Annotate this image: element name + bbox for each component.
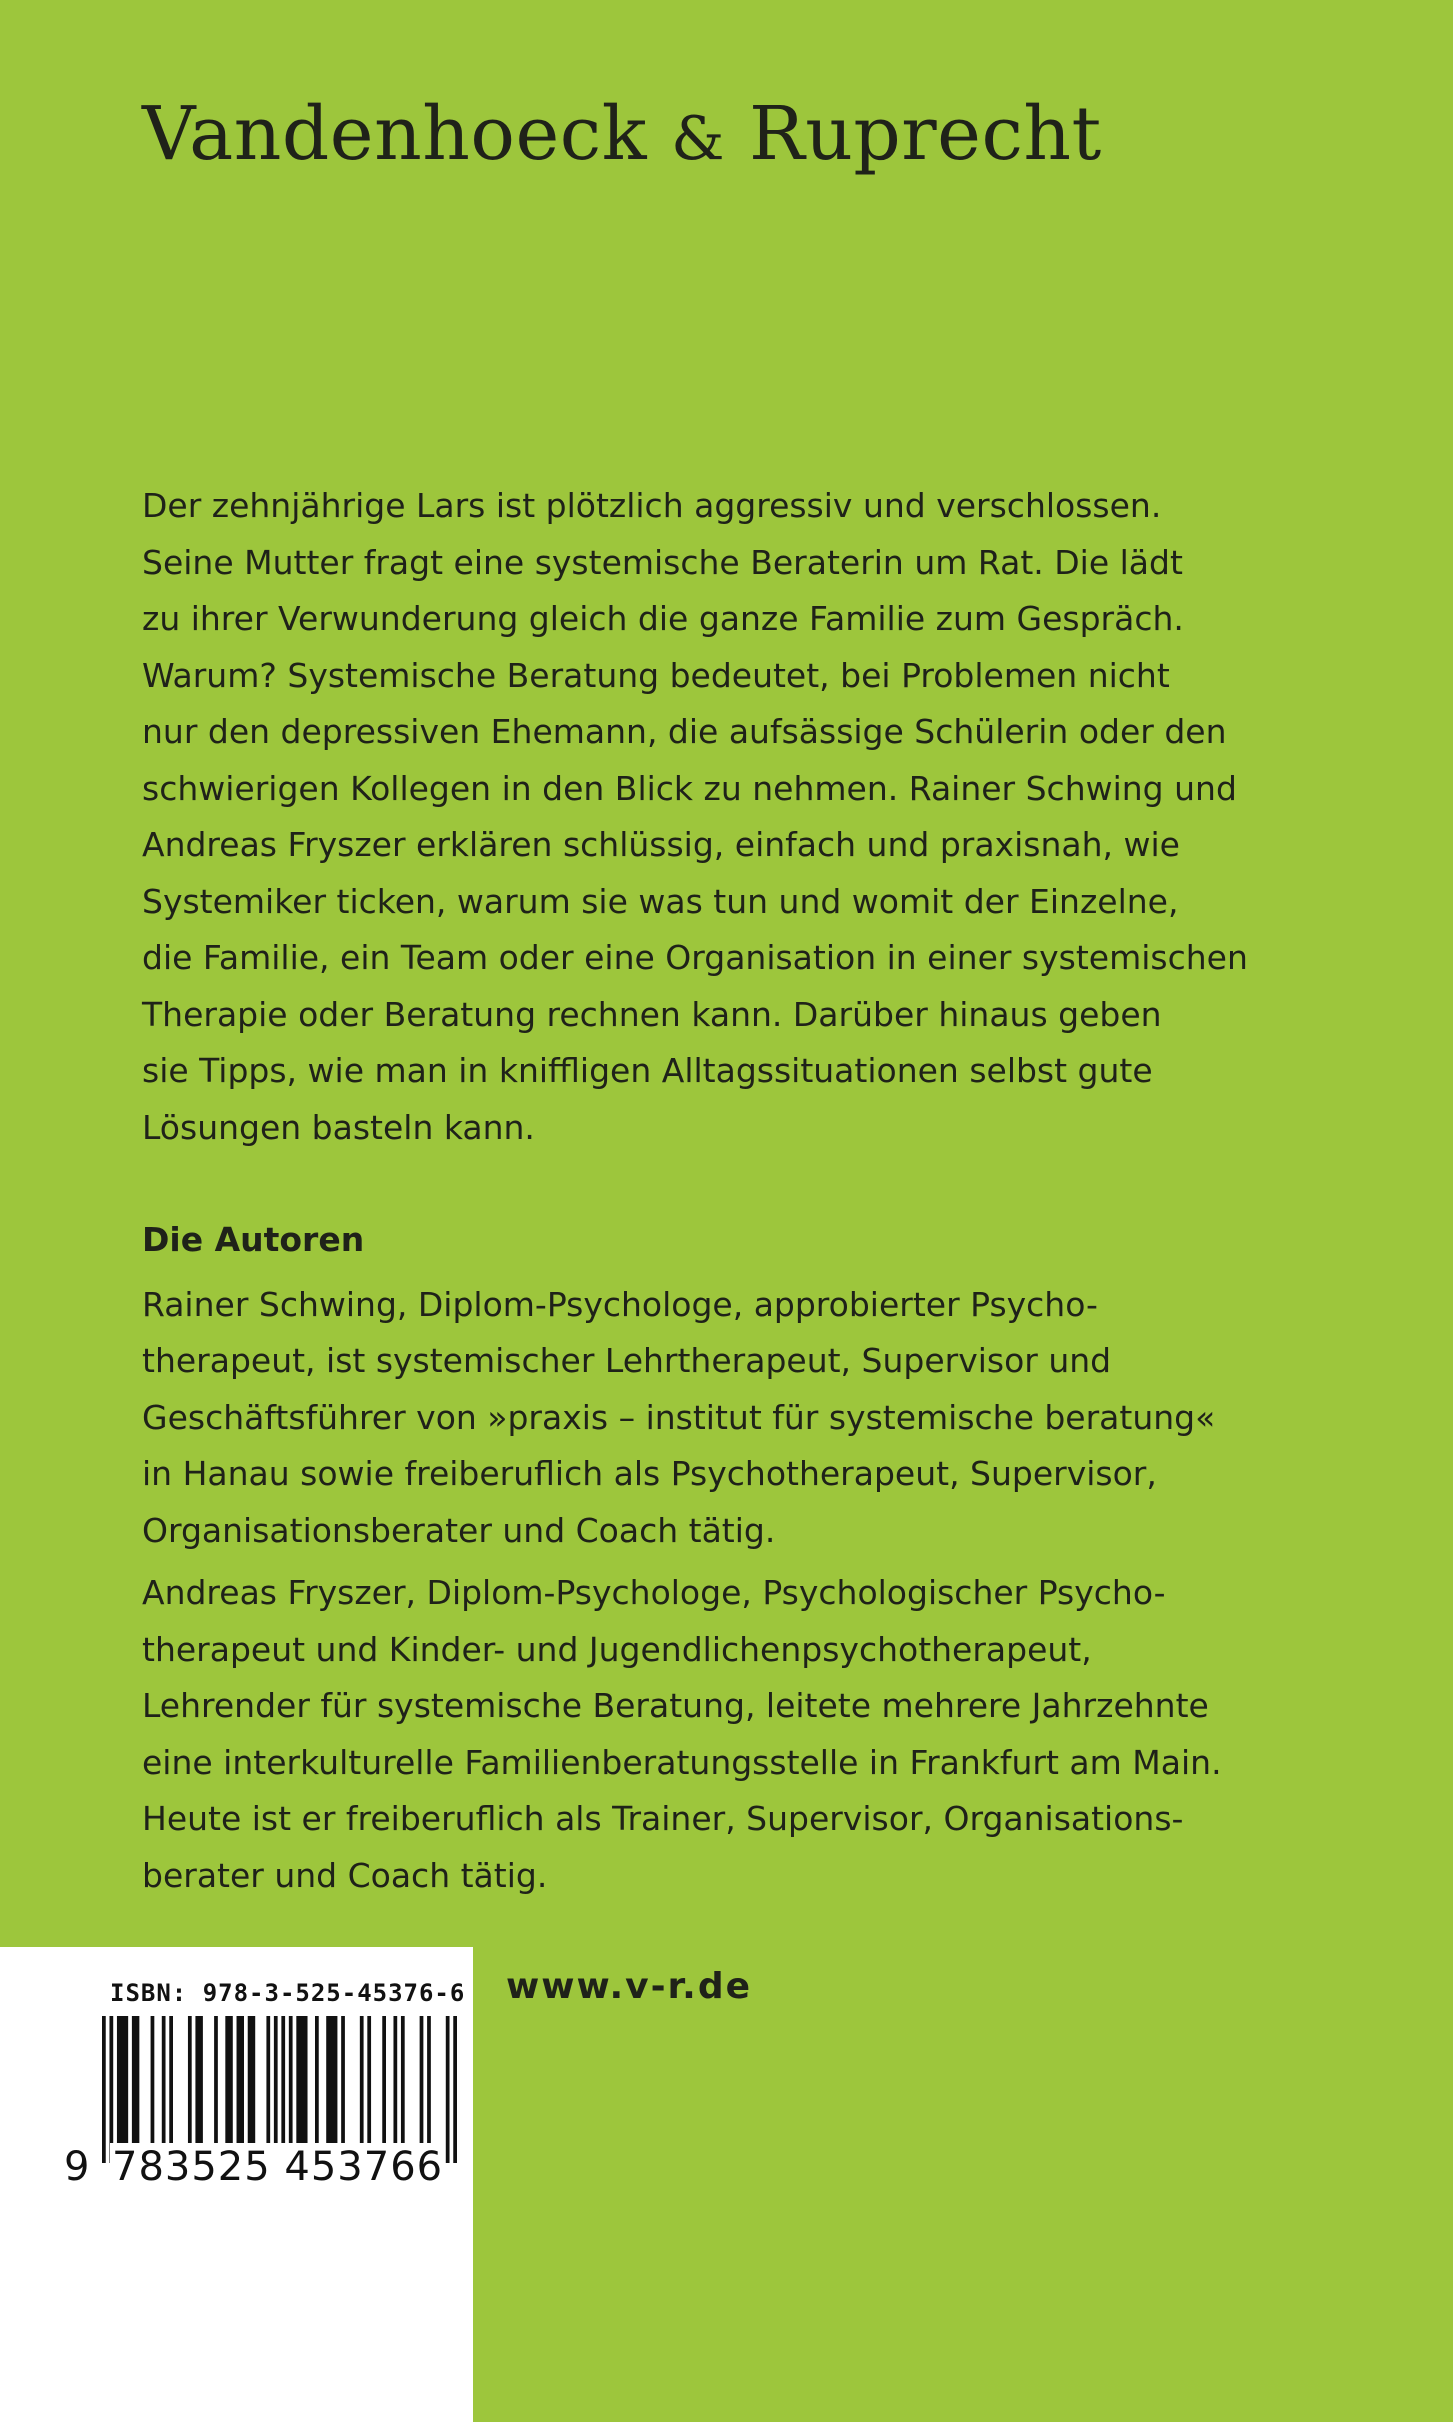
publisher-name-part2: Ruprecht bbox=[749, 91, 1102, 177]
bio-line: Organisationsberater und Coach tätig. bbox=[142, 1510, 776, 1550]
barcode-image bbox=[102, 2016, 457, 2163]
bio-line: Andreas Fryszer, Diplom-Psychologe, Psychologischer Psycho- bbox=[142, 1573, 1166, 1612]
barcode-bar bbox=[237, 2016, 244, 2144]
ean-digits bbox=[64, 2143, 445, 2191]
blurb-line: zu ihrer Verwunderung gleich die ganze Familie zum Gespräch. bbox=[142, 599, 1184, 638]
isbn-label: ISBN: 978-3-525-45376-6 bbox=[110, 1979, 466, 2007]
barcode-bar bbox=[225, 2016, 232, 2144]
authors-heading: Die Autoren bbox=[142, 1220, 365, 1259]
book-blurb bbox=[142, 478, 1302, 1156]
bio-line: therapeut, ist systemischer Lehrtherapeut, Supervisor und bbox=[142, 1341, 1112, 1380]
barcode-bar bbox=[117, 2016, 128, 2144]
bio-line: Heute ist er freiberuflich als Trainer, Supervisor, Organisations- bbox=[142, 1799, 1184, 1838]
blurb-line: Seine Mutter fragt eine systemische Beraterin um Rat. Die lädt bbox=[142, 542, 1183, 582]
publisher-name-part1: Vandenhoeck bbox=[142, 91, 648, 177]
blurb-line: schwierigen Kollegen in den Blick zu nehmen. Rainer Schwing und bbox=[142, 768, 1237, 808]
barcode-guard-bar bbox=[109, 2016, 113, 2163]
author-bio-rainer-schwing bbox=[142, 1277, 1302, 1560]
bio-line: therapeut und Kinder- und Jugendlichenpsychotherapeut, bbox=[142, 1629, 1092, 1669]
barcode-guard-bar bbox=[274, 2016, 278, 2163]
barcode-bar bbox=[341, 2016, 345, 2144]
bio-line: Rainer Schwing, Diplom-Psychologe, approbierter Psycho- bbox=[142, 1284, 1098, 1324]
barcode-bar bbox=[151, 2016, 155, 2144]
barcode-bar bbox=[248, 2016, 255, 2144]
barcode-bar bbox=[296, 2016, 307, 2144]
barcode-bar bbox=[315, 2016, 319, 2144]
blurb-line: Lösungen basteln kann. bbox=[142, 1107, 535, 1147]
ean-first-digit: 9 bbox=[64, 2144, 91, 2190]
blurb-line: nur den depressiven Ehemann, die aufsässige Schülerin oder den bbox=[142, 712, 1227, 751]
bio-line: berater und Coach tätig. bbox=[142, 1855, 548, 1895]
barcode-bar bbox=[367, 2016, 371, 2144]
author-bio-andreas-fryszer bbox=[142, 1565, 1302, 1904]
barcode-panel bbox=[0, 1947, 473, 2422]
barcode-bar bbox=[420, 2016, 424, 2144]
barcode-bar bbox=[326, 2016, 337, 2144]
barcode-bar bbox=[132, 2016, 139, 2144]
barcode-bar bbox=[162, 2016, 166, 2144]
bio-line: Lehrender für systemische Beratung, leitete mehrere Jahrzehnte bbox=[142, 1686, 1209, 1725]
publisher-website: www.v-r.de bbox=[506, 1966, 753, 2007]
barcode-bar bbox=[360, 2016, 364, 2144]
blurb-line: Therapie oder Beratung rechnen kann. Darüber hinaus geben bbox=[142, 994, 1162, 1034]
barcode-bar bbox=[195, 2016, 202, 2144]
barcode-bar bbox=[401, 2016, 405, 2144]
blurb-line: Der zehnjährige Lars ist plötzlich aggressiv und verschlossen. bbox=[142, 486, 1162, 525]
back-cover-text bbox=[142, 478, 1302, 1904]
bio-line: Geschäftsführer von »praxis – institut für systemische beratung« bbox=[142, 1397, 1216, 1437]
barcode-guard-bar bbox=[446, 2016, 450, 2163]
blurb-line: Systemiker ticken, warum sie was tun und womit der Einzelne, bbox=[142, 881, 1179, 921]
barcode-bar bbox=[188, 2016, 192, 2144]
blurb-line: Andreas Fryszer erklären schlüssig, einfach und praxisnah, wie bbox=[142, 825, 1180, 864]
barcode-bar bbox=[214, 2016, 218, 2144]
blurb-line: die Familie, ein Team oder eine Organisation in einer systemischen bbox=[142, 938, 1248, 977]
publisher-logo bbox=[142, 86, 1102, 187]
barcode-guard-bar bbox=[281, 2016, 285, 2163]
barcode-bar bbox=[382, 2016, 386, 2144]
bio-line: eine interkulturelle Familienberatungsstelle in Frankfurt am Main. bbox=[142, 1742, 1222, 1782]
blurb-line: Warum? Systemische Beratung bedeutet, bei Problemen nicht bbox=[142, 655, 1170, 695]
barcode-bar bbox=[169, 2016, 173, 2144]
publisher-ampersand: & bbox=[671, 104, 725, 174]
blurb-line: sie Tipps, wie man in kniffligen Alltagssituationen selbst gute bbox=[142, 1051, 1153, 1090]
barcode-bar bbox=[289, 2016, 293, 2144]
barcode-bar bbox=[266, 2016, 270, 2144]
barcode-bar bbox=[427, 2016, 431, 2144]
barcode-guard-bar bbox=[453, 2016, 457, 2163]
barcode-guard-bar bbox=[102, 2016, 106, 2163]
bio-line: in Hanau sowie freiberuflich als Psychotherapeut, Supervisor, bbox=[142, 1454, 1157, 1493]
ean-remaining-digits: 783525 453766 bbox=[112, 2144, 444, 2190]
barcode-bar bbox=[393, 2016, 397, 2144]
